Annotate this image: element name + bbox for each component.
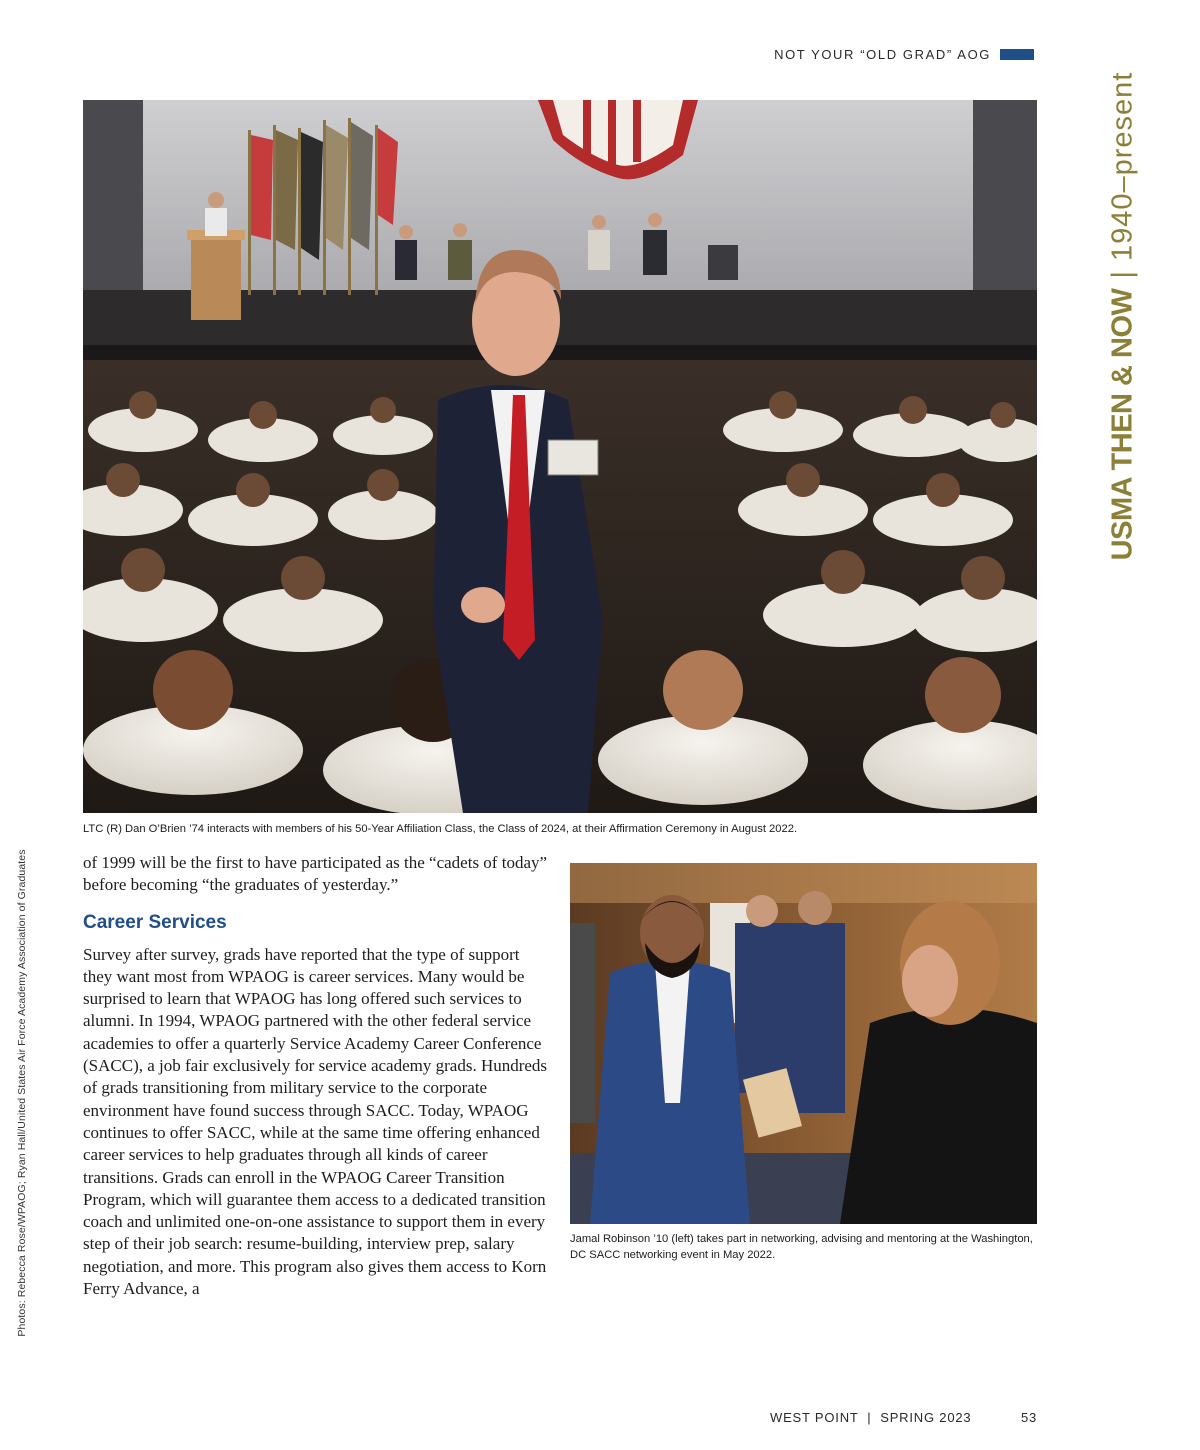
section-side-title [1107, 72, 1140, 561]
main-photo [83, 100, 1037, 813]
main-photo-image [83, 100, 1037, 813]
side-title-years: 1940–present [1106, 71, 1139, 262]
side-title-main: USMA THEN & NOW [1106, 288, 1139, 561]
main-photo-caption: LTC (R) Dan O’Brien ’74 interacts with members of his 50-Year Affiliation Class, the Class of 2024, at their Affirmation Ceremony in August 2022. [83, 823, 798, 835]
side-title-separator: | [1106, 271, 1139, 279]
second-photo-caption: Jamal Robinson ’10 (left) takes part in networking, advising and mentoring at the Washington, DC SACC networking event in May 2022. [570, 1233, 1033, 1261]
intro-paragraph: of 1999 will be the first to have participated as the “cadets of today” before becoming “the graduates of yesterday.” [83, 853, 548, 895]
page-footer [770, 1410, 1037, 1425]
section-heading: Career Services [83, 911, 227, 933]
header-accent-bar [1000, 49, 1034, 60]
footer-publication: WEST POINT | SPRING 2023 [770, 1410, 972, 1425]
running-header [774, 47, 1034, 62]
running-title: NOT YOUR “OLD GRAD” AOG [774, 47, 991, 62]
body-paragraph: Survey after survey, grads have reported that the type of support they want most from WPAOG is career services. Many would be surprised to learn that WPAOG has long offered such services to alumni. In 1994, WPAOG partnered with the other federal service academies to offer a quarterly Service Academy Career Conference (SACC), a job fair exclusively for service academy grads. Hundreds of grads transitioning from military service to the corporate environment have found success through SACC. Today, WPAOG continues to offer SACC, while at the same time offering enhanced career services to help graduates through all kinds of career transitions. Grads can enroll in the WPAOG Career Transition Program, which will guarantee them access to a dedicated transition coach and unlimited one-on-one assistance to support them in every step of their job search: resume-building, interview prep, salary negotiation, and more. This program also gives them access to Korn Ferry Advance, a [83, 944, 548, 1299]
page-number: 53 [1020, 1410, 1037, 1425]
second-photo [570, 863, 1037, 1224]
article-column [83, 852, 553, 1300]
second-photo-image [570, 863, 1037, 1224]
photo-credit: Photos: Rebecca Rose/WPAOG; Ryan Hall/United States Air Force Academy Association of Graduates [16, 849, 28, 1337]
